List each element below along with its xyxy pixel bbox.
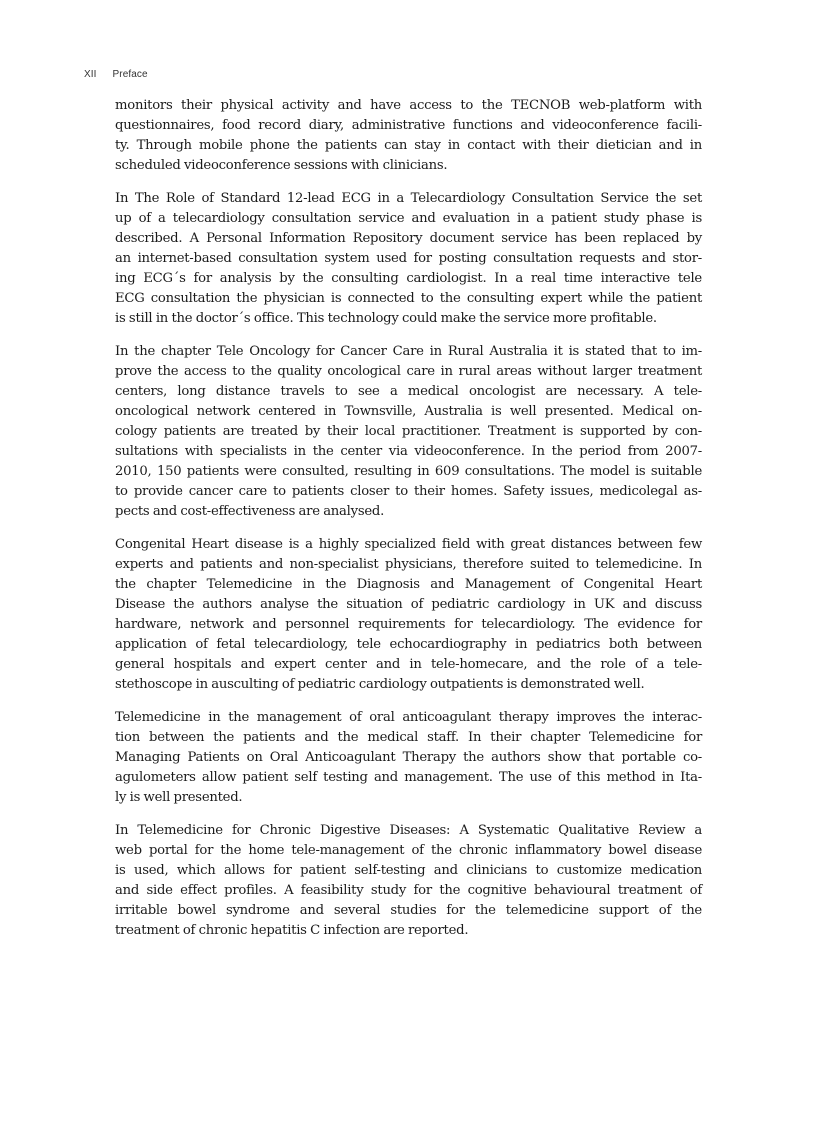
paragraph-ecg (115, 189, 702, 329)
text-line: Congenital Heart disease is a highly specialized field with great distances between few (115, 537, 702, 552)
text-line: experts and patients and non-specialist physicians, therefore suited to telemedicine. In (115, 557, 702, 572)
text-line: Disease the authors analyse the situation of pediatric cardiology in UK and discuss (115, 597, 702, 612)
text-line: pects and cost-effectiveness are analysed. (115, 504, 385, 519)
text-line: scheduled videoconference sessions with clinicians. (115, 158, 448, 173)
text-line: questionnaires, food record diary, administrative functions and videoconference facili- (115, 118, 702, 133)
paragraph-anticoagulant (115, 708, 702, 808)
paragraph-congenital-heart (115, 535, 702, 695)
text-line: web portal for the home tele-management of the chronic inflammatory bowel disease (115, 843, 702, 858)
text-line: to provide cancer care to patients closer to their homes. Safety issues, medicolegal as- (115, 484, 702, 499)
body-text (115, 96, 702, 954)
text-line: tion between the patients and the medical staff. In their chapter Telemedicine for (115, 730, 702, 745)
text-line: is still in the doctor´s office. This technology could make the service more profitable. (115, 311, 657, 326)
paragraph-tecnob (115, 96, 702, 176)
text-line: sultations with specialists in the center via videoconference. In the period from 2007- (115, 444, 702, 459)
text-line: and side effect profiles. A feasibility study for the cognitive behavioural treatment of (115, 883, 702, 898)
section-title: Preface (112, 69, 148, 80)
text-line: 2010, 150 patients were consulted, resulting in 609 consultations. The model is suitable (115, 464, 702, 479)
paragraph-oncology (115, 342, 702, 522)
paragraph-digestive (115, 821, 702, 941)
text-line: treatment of chronic hepatitis C infection are reported. (115, 923, 469, 938)
text-line: Managing Patients on Oral Anticoagulant Therapy the authors show that portable co- (115, 750, 702, 765)
text-line: monitors their physical activity and have access to the TECNOB web-platform with (115, 98, 702, 113)
text-line: In The Role of Standard 12-lead ECG in a Telecardiology Consultation Service the set (115, 191, 702, 206)
text-line: centers, long distance travels to see a medical oncologist are necessary. A tele- (115, 384, 702, 399)
text-line: ty. Through mobile phone the patients can stay in contact with their dietician and in (115, 138, 702, 153)
text-line: is used, which allows for patient self-testing and clinicians to customize medication (115, 863, 702, 878)
text-line: application of fetal telecardiology, tele echocardiography in pediatrics both between (115, 637, 702, 652)
text-line: general hospitals and expert center and in tele-homecare, and the role of a tele- (115, 657, 702, 672)
text-line: hardware, network and personnel requirements for telecardiology. The evidence for (115, 617, 702, 632)
text-line: ECG consultation the physician is connected to the consulting expert while the patient (115, 291, 702, 306)
text-line: ly is well presented. (115, 790, 243, 805)
text-line: oncological network centered in Townsville, Australia is well presented. Medical on- (115, 404, 702, 419)
text-line: In the chapter Tele Oncology for Cancer Care in Rural Australia it is stated that to im- (115, 344, 702, 359)
text-line: cology patients are treated by their local practitioner. Treatment is supported by con- (115, 424, 702, 439)
text-line: agulometers allow patient self testing and management. The use of this method in Ita- (115, 770, 702, 785)
text-line: ing ECG´s for analysis by the consulting cardiologist. In a real time interactive tele (115, 271, 702, 286)
text-line: described. A Personal Information Repository document service has been replaced by (115, 231, 702, 246)
page-number: XII (84, 69, 97, 80)
text-line: the chapter Telemedicine in the Diagnosis and Management of Congenital Heart (115, 577, 702, 592)
text-line: In Telemedicine for Chronic Digestive Diseases: A Systematic Qualitative Review a (115, 823, 702, 838)
text-line: up of a telecardiology consultation service and evaluation in a patient study phase is (115, 211, 702, 226)
text-line: an internet-based consultation system used for posting consultation requests and stor- (115, 251, 702, 266)
text-line: irritable bowel syndrome and several studies for the telemedicine support of the (115, 903, 702, 918)
running-head (84, 69, 148, 80)
text-line: Telemedicine in the management of oral anticoagulant therapy improves the interac- (115, 710, 702, 725)
text-line: prove the access to the quality oncological care in rural areas without larger treatment (115, 364, 702, 379)
text-line: stethoscope in ausculting of pediatric cardiology outpatients is demonstrated well. (115, 677, 645, 692)
